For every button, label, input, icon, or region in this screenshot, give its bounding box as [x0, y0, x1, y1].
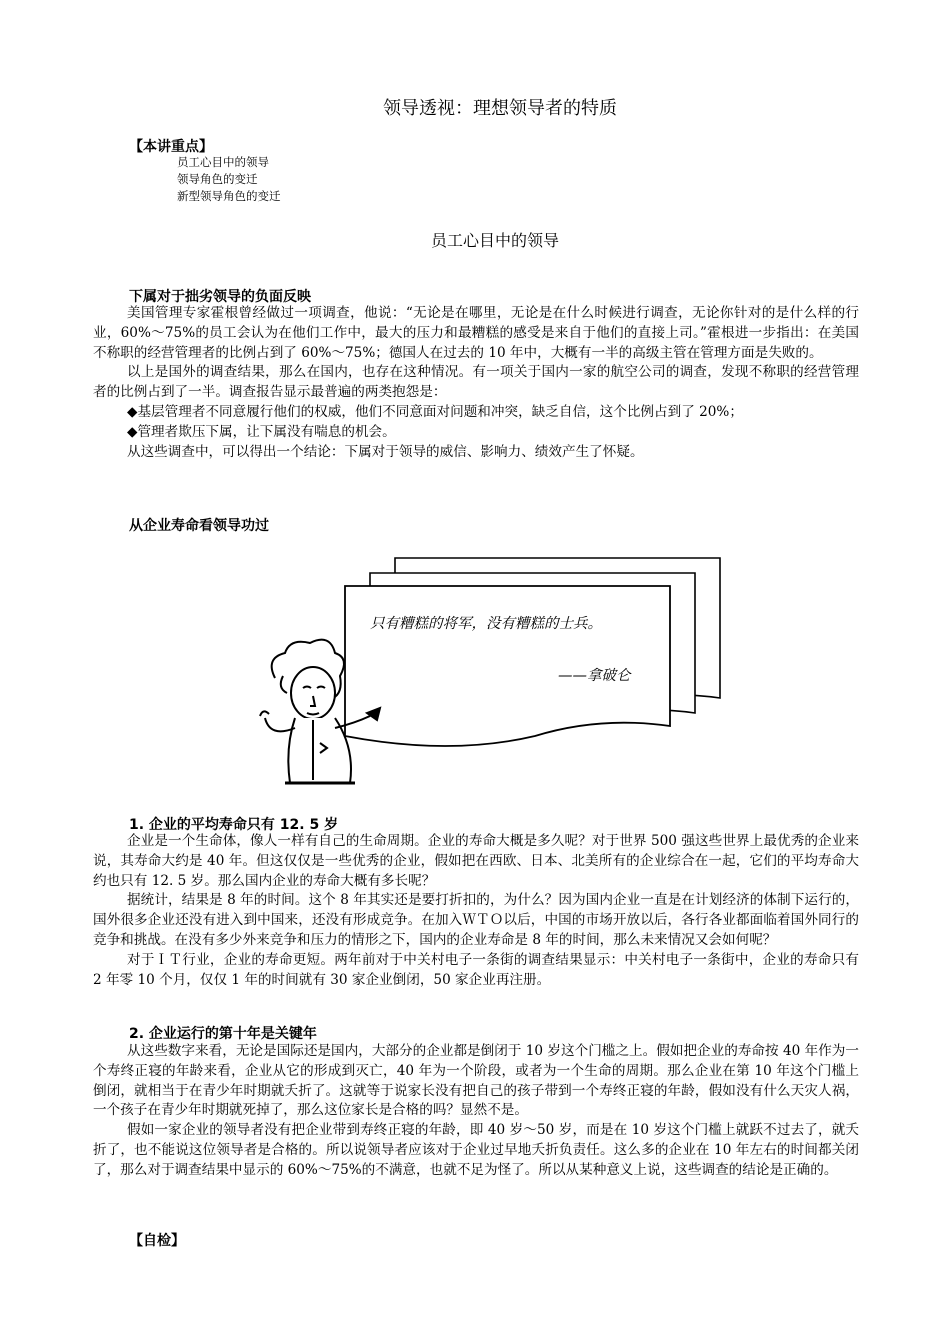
napoleon-quote-illustration — [255, 548, 725, 798]
subheading-tenth-year: 2. 企业运行的第十年是关键年 — [129, 1026, 317, 1042]
paragraph: 假如一家企业的领导者没有把企业带到寿终正寝的年龄，即 40 岁～50 岁，而是在 10 岁这个门槛上就跃不过去了，就夭折了，也不能说这位领导者是合格的。所以说领导者应该对于企业过早地夭折负责任。这么多的企业在 10 年左右的时间都关闭了，那么对于调查结果中显示的 60%～75%的不满意，也就不足为怪了。所以从某种意义上说，这些调查的结论是正确的。 — [93, 1122, 859, 1178]
paragraph: 据统计，结果是 8 年的时间。这个 8 年其实还是要打折扣的，为什么？因为国内企业一直是在计划经济的体制下运行的，国外很多企业还没有进入到中国来，还没有形成竞争。在加入ＷＴＯ以后，中国的市场开放以后，各行各业都面临着国外同行的竞争和挑战。在没有多少外来竞争和压力的情形之下，国内的企业寿命是 8 年的时间，那么未来情况又会如何呢？ — [93, 892, 859, 948]
paragraph: 美国管理专家霍根曾经做过一项调查，他说：“无论是在哪里，无论是在什么时候进行调查，无论你针对的是什么样的行业，60%～75%的员工会认为在他们工作中，最大的压力和最糟糕的感受是来自于他们的直接上司。”霍根进一步指出：在美国不称职的经营管理者的比例占到了 60%～75%；德国人在过去的 10 年中，大概有一半的高级主管在管理方面是失败的。 — [93, 305, 859, 361]
text-block-average-lifespan — [93, 832, 859, 990]
paragraph: 从这些数字来看，无论是国际还是国内，大部分的企业都是倒闭于 10 岁这个门槛之上。假如把企业的寿命按 40 年作为一个寿终正寝的年龄来看，企业从它的形成到灭亡，40 年为一个阶段，或者为一个生命的周期。那么企业在第 10 年这个门槛上倒闭，就相当于在青少年时期就夭折了。这就等于说家长没有把自己的孩子带到一个寿终正寝的年龄，假如没有什么天灾人祸，一个孩子在青少年时期就死掉了，那么这位家长是合格的吗？显然不是。 — [93, 1043, 859, 1119]
paragraph: 以上是国外的调查结果，那么在国内，也存在这种情况。有一项关于国内一家的航空公司的调查，发现不称职的经营管理者的比例占到了一半。调查报告显示最普遍的两类抱怨是： — [93, 364, 859, 401]
keypoints-heading: 【本讲重点】 — [129, 139, 213, 155]
page-title: 领导透视：理想领导者的特质 — [383, 98, 617, 119]
quote-text: 只有糟糕的将军，没有糟糕的士兵。 — [370, 616, 602, 632]
text-block-negative-reaction — [93, 304, 859, 462]
text-block-tenth-year — [93, 1042, 859, 1181]
paragraph: 从这些调查中，可以得出一个结论：下属对于领导的威信、影响力、绩效产生了怀疑。 — [127, 443, 644, 460]
keypoint-item: 新型领导角色的变迁 — [177, 189, 281, 203]
paragraph: 企业是一个生命体，像人一样有自己的生命周期。企业的寿命大概是多久呢？对于世界 500 强这些世界上最优秀的企业来说，其寿命大约是 40 年。但这仅仅是一些优秀的企业，假如把在西欧、日本、北美所有的企业综合在一起，它们的平均寿命大约也只有 12. 5 岁。那么国内企业的寿命大概有多长呢？ — [93, 833, 859, 889]
keypoint-item: 领导角色的变迁 — [177, 172, 258, 186]
bullet-item: ◆基层管理者不同意履行他们的权威，他们不同意面对问题和冲突，缺乏自信，这个比例占到了 20%； — [127, 403, 743, 420]
self-check-heading: 【自检】 — [129, 1233, 185, 1249]
quote-author: ——拿破仑 — [558, 668, 631, 684]
keypoint-item: 员工心目中的领导 — [177, 155, 269, 169]
bullet-item: ◆管理者欺压下属，让下属没有喘息的机会。 — [127, 423, 396, 440]
subheading-negative-reaction: 下属对于拙劣领导的负面反映 — [129, 289, 311, 305]
subheading-average-lifespan: 1. 企业的平均寿命只有 12. 5 岁 — [129, 817, 339, 833]
subheading-company-lifespan: 从企业寿命看领导功过 — [129, 518, 269, 534]
section-title: 员工心目中的领导 — [430, 231, 559, 250]
paragraph: 对于ＩＴ行业，企业的寿命更短。两年前对于中关村电子一条街的调查结果显示：中关村电子一条街中，企业的寿命只有 2 年零 10 个月，仅仅 1 年的时间就有 30 家企业倒闭，50 家企业再注册。 — [93, 951, 859, 988]
keypoints-list — [177, 154, 281, 205]
